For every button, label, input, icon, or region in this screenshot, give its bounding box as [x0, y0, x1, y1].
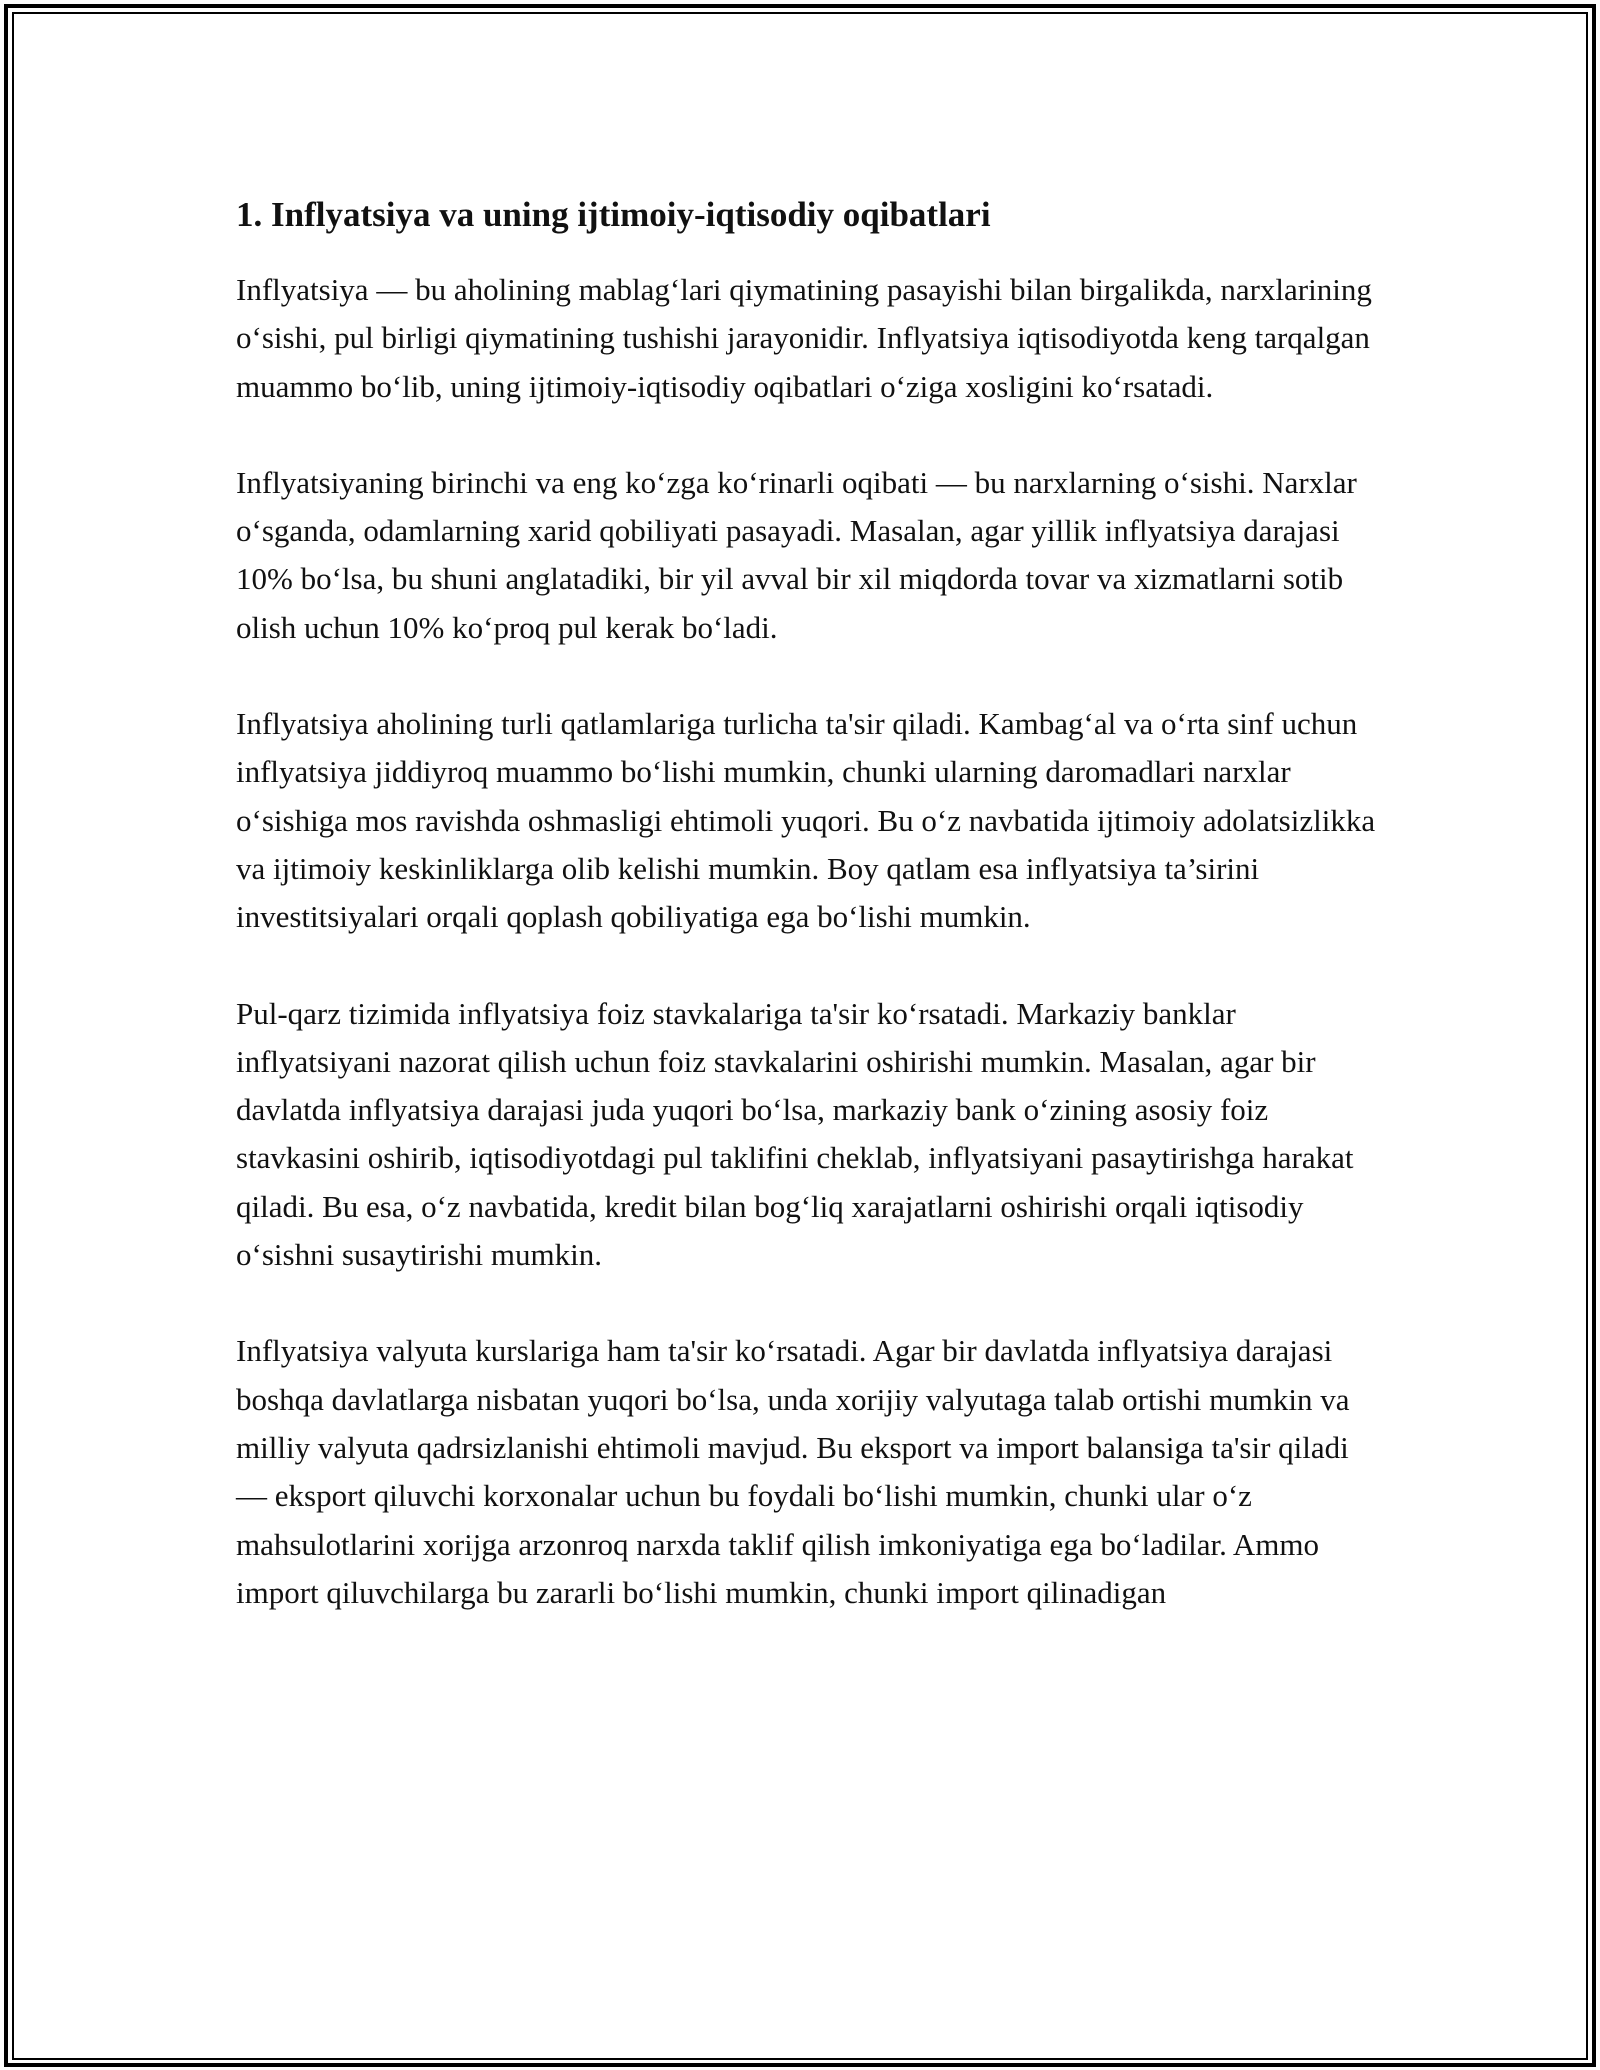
paragraph-5: Inflyatsiya valyuta kurslariga ham ta'sir ko‘rsatadi. Agar bir davlatda inflyatsiya darajasi boshqa davlatlarga nisbatan yuqori bo‘lsa, unda xorijiy valyutaga talab ortishi mumkin va milliy valyuta qadrsizlanishi ehtimoli mavjud. Bu eksport va import balansiga ta'sir qiladi — eksport qiluvchi korxonalar uchun bu foydali bo‘lishi mumkin, chunki ular o‘z mahsulotlarini xorijga arzonroq narxda taklif qilish imkoniyatiga ega bo‘ladilar. Ammo import qiluvchilarga bu zararli bo‘lishi mumkin, chunki import qilinadigan [236, 1333, 1350, 1610]
paragraph-1: Inflyatsiya — bu aholining mablag‘lari qiymatining pasayishi bilan birgalikda, narxlarining o‘sishi, pul birligi qiymatining tushishi jarayonidir. Inflyatsiya iqtisodiyotda keng tarqalgan muammo bo‘lib, uning ijtimoiy-iqtisodiy oqibatlari o‘ziga xosligini ko‘rsatadi. [236, 272, 1372, 404]
section-heading: 1. Inflyatsiya va uning ijtimoiy-iqtisodiy oqibatlari [236, 195, 991, 234]
paragraph-3: Inflyatsiya aholining turli qatlamlariga turlicha ta'sir qiladi. Kambag‘al va o‘rta sinf uchun inflyatsiya jiddiyroq muammo bo‘lishi mumkin, chunki ularning daromadlari narxlar o‘sishiga mos ravishda oshmasligi ehtimoli yuqori. Bu o‘z navbatida ijtimoiy adolatsizlikka va ijtimoiy keskinliklarga olib kelishi mumkin. Boy qatlam esa inflyatsiya ta’sirini investitsiyalari orqali qoplash qobiliyatiga ega bo‘lishi mumkin. [236, 706, 1376, 935]
document-body [236, 190, 1376, 1665]
paragraph-2: Inflyatsiyaning birinchi va eng ko‘zga ko‘rinarli oqibati — bu narxlarning o‘sishi. Narxlar o‘sganda, odamlarning xarid qobiliyati pasayadi. Masalan, agar yillik inflyatsiya darajasi 10% bo‘lsa, bu shuni anglatadiki, bir yil avval bir xil miqdorda tovar va xizmatlarni sotib olish uchun 10% ko‘proq pul kerak bo‘ladi. [236, 464, 1357, 645]
paragraph-4: Pul-qarz tizimida inflyatsiya foiz stavkalariga ta'sir ko‘rsatadi. Markaziy banklar inflyatsiyani nazorat qilish uchun foiz stavkalarini oshirishi mumkin. Masalan, agar bir davlatda inflyatsiya darajasi juda yuqori bo‘lsa, markaziy bank o‘zining asosiy foiz stavkasini oshirib, iqtisodiyotdagi pul taklifini cheklab, inflyatsiyani pasaytirishga harakat qiladi. Bu esa, o‘z navbatida, kredit bilan bog‘liq xarajatlarni oshirishi orqali iqtisodiy o‘sishni susaytirishi mumkin. [236, 995, 1354, 1273]
